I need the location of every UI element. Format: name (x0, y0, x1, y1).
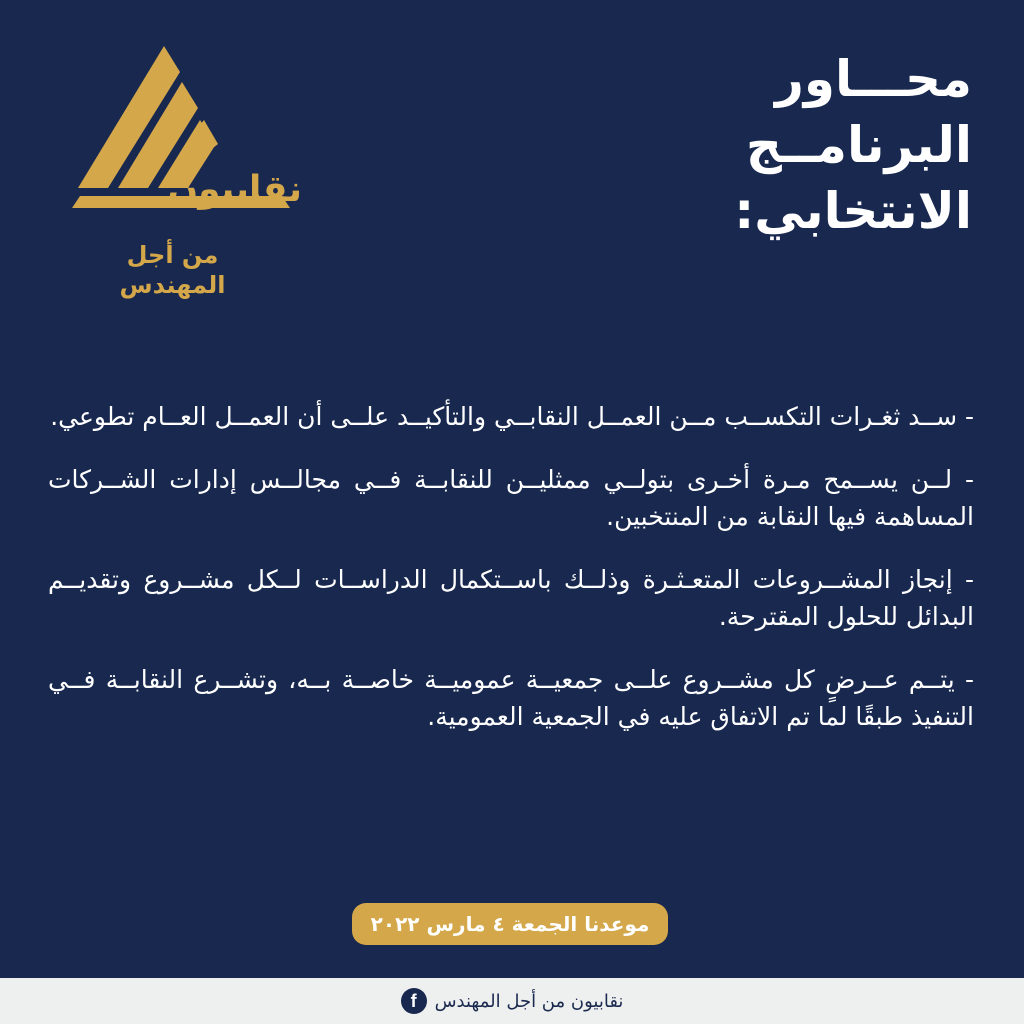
facebook-page-name[interactable]: نقابيون من أجل المهندس (434, 990, 624, 1012)
logo-name: نقابيون (167, 169, 302, 210)
program-point: - ســد ثغـرات التكســب مــن العمــل النقابــي والتأكيــد علــى أن العمــل العــام تطوعي. (50, 402, 974, 431)
program-point: - لــن يســمح مـرة أخـرى بتولــي ممثليــن للنقابــة فــي مجالــس إدارات الشــركات المساهمة فيها النقابة من المنتخبين. (48, 465, 974, 531)
program-points (48, 398, 974, 761)
logo (70, 40, 310, 299)
title-line: محـــاور (775, 50, 972, 108)
event-date-label: موعدنا الجمعة ٤ مارس ٢٠٢٢ (370, 912, 650, 936)
event-date-badge (352, 903, 668, 945)
facebook-icon[interactable]: f (401, 988, 427, 1014)
logo-tagline: من أجل المهندس (119, 241, 226, 299)
program-point: - إنجاز المشــروعات المتعـثـرة وذلــك باســتكمال الدراســات لــكل مشــروع وتقديــم البدائل للحلول المقترحة. (48, 565, 974, 631)
title-line: البرنامــج (745, 116, 972, 174)
page-title (632, 46, 972, 244)
program-point: - يتــم عــرضٍ كل مشــروع علــى جمعيــة عموميــة خاصــة بــه، وتشــرع النقابــة فــي التنفيذ طبقًا لما تم الاتفاق عليه في الجمعية العمومية. (48, 665, 974, 731)
footer (0, 978, 1024, 1024)
title-line: الانتخابي: (734, 182, 972, 240)
